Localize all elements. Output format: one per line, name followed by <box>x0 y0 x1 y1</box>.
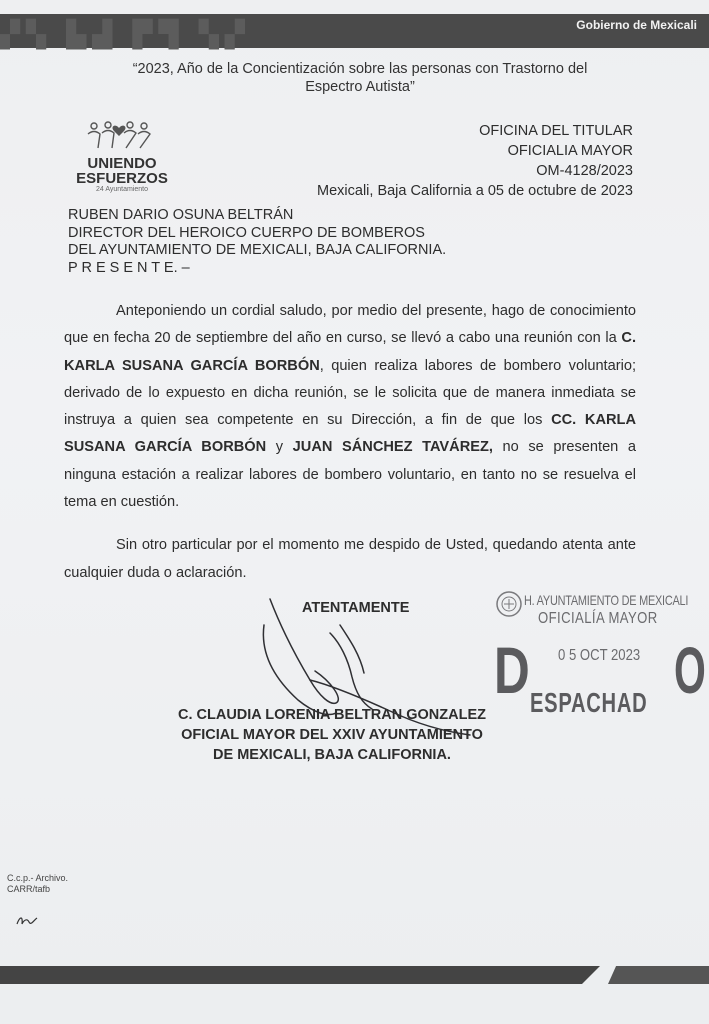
name-bold-3: JUAN SÁNCHEZ TAVÁREZ, <box>292 439 493 456</box>
recipient-block <box>68 207 446 277</box>
stamp-institution: H. AYUNTAMIENTO DE MEXICALI <box>524 592 689 608</box>
name-bold-1: C. KARLA SUSANA GARCÍA BORBÓN <box>64 330 636 374</box>
motto-line-2: Espectro Autista” <box>305 79 415 95</box>
body-paragraph-1: Anteponiendo un cordial saludo, por medio del presente, hago de conocimiento que en fecha 20 de septiembre del año en curso, se llevó a cabo una reunión con la C. KARLA SUSANA GARCÍA BORBÓN, quien realiza labores de bombero voluntario; derivado de lo expuesto en dicha reunión, se le solicita que de manera inmediata se instruya a quien sea competente en su Dirección, a fin de que los CC. KARLA SUSANA GARCÍA BORBÓN y JUAN SÁNCHEZ TAVÁREZ, no se presenten a ninguna estación a realizar labores de bombero voluntario, en tanto no se resuelva el tema en cuestión. <box>64 303 637 511</box>
signer-name: C. CLAUDIA LORENIA BELTRAN GONZALEZ <box>178 707 486 723</box>
presente-label: P R E S E N T E. – <box>68 259 190 276</box>
recipient-name: RUBEN DARIO OSUNA BELTRÁN <box>68 207 294 223</box>
stamp-date: 0 5 OCT 2023 <box>558 647 641 664</box>
ccp-initials: CARR/tafb <box>7 884 51 894</box>
logo-text-ayuntamiento: 24 Ayuntamiento <box>95 186 149 193</box>
signer-title-2: DE MEXICALI, BAJA CALIFORNIA. <box>213 747 451 763</box>
handwritten-initials <box>14 912 40 930</box>
people-logo-icon <box>84 120 154 152</box>
stamp-department: OFICIALÍA MAYOR <box>538 610 658 627</box>
office-block <box>479 121 633 181</box>
office-title: OFICINA DEL TITULAR <box>479 123 633 139</box>
recipient-title-1: DIRECTOR DEL HEROICO CUERPO DE BOMBEROS <box>68 224 425 241</box>
received-stamp <box>492 585 709 725</box>
government-label: Gobierno de Mexicali <box>576 18 697 32</box>
year-motto <box>80 60 640 96</box>
motto-line-1: “2023, Año de la Concientización sobre las personas con Trastorno del <box>132 61 588 77</box>
office-department: OFICIALIA MAYOR <box>507 143 633 159</box>
stamp-big-o: O <box>674 633 706 707</box>
closing-atentamente: ATENTAMENTE <box>302 600 410 616</box>
name-bold-2: CC. KARLA SUSANA GARCÍA BORBÓN <box>64 412 636 456</box>
copies-note <box>7 873 68 895</box>
reference-number: OM-4128/2023 <box>536 163 633 179</box>
header-band <box>0 14 709 48</box>
signer-title-1: OFICIAL MAYOR DEL XXIV AYUNTAMIENTO <box>181 727 483 743</box>
header-pattern-decoration: ▞▚ ▙▟ ▛▜ ▚▞ <box>0 20 251 50</box>
uniendo-esfuerzos-logo <box>74 120 170 200</box>
logo-text-esfuerzos: ESFUERZOS <box>76 170 168 187</box>
letter-body <box>64 298 636 587</box>
stamp-despachado-text: ESPACHAD <box>530 687 648 718</box>
municipal-seal-icon <box>494 589 524 619</box>
ccp-archive: C.c.p.- Archivo. <box>7 873 69 883</box>
stamp-big-d: D <box>494 633 530 707</box>
logo-text-uniendo: UNIENDO <box>87 155 157 172</box>
footer-band-accent <box>608 966 709 984</box>
signer-block <box>178 705 486 765</box>
place-and-date: Mexicali, Baja California a 05 de octubre de 2023 <box>317 183 633 199</box>
footer-band <box>0 966 600 984</box>
recipient-title-2: DEL AYUNTAMIENTO DE MEXICALI, BAJA CALIFORNIA. <box>68 242 447 258</box>
body-paragraph-2: Sin otro particular por el momento me despido de Usted, quedando atenta ante cualquier duda o aclaración. <box>64 537 636 581</box>
